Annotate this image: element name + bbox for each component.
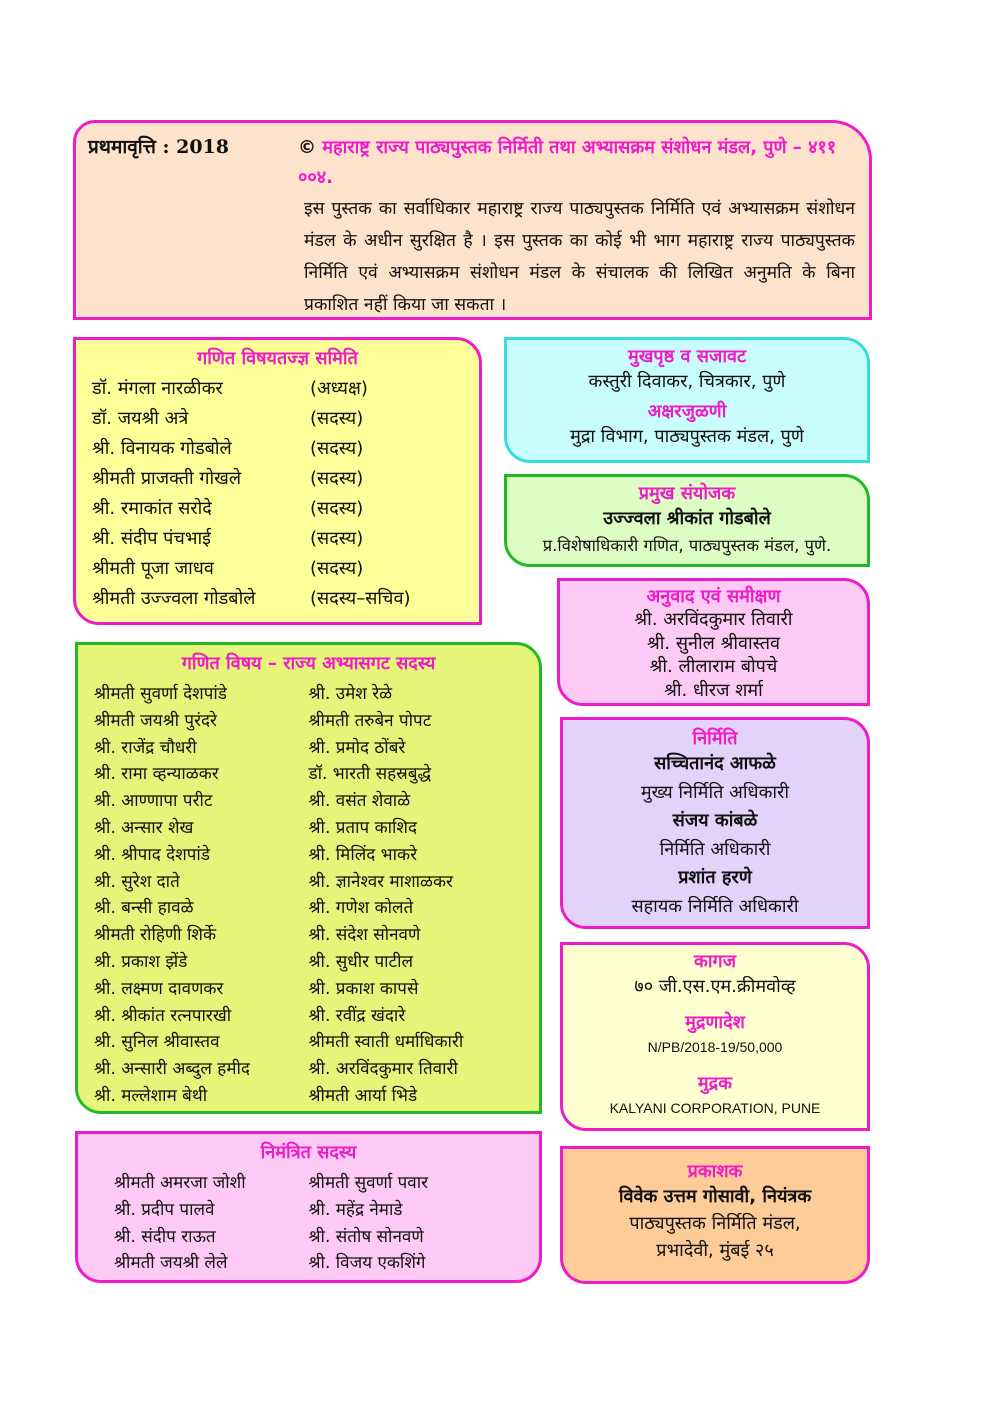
translation-box — [557, 578, 870, 706]
publisher-name: विवेक उत्तम गोसावी, नियंत्रक — [618, 1186, 812, 1207]
invited-member: श्री. विजय एकशिंगे — [308, 1253, 426, 1274]
member-name: डॉ. मंगला नारळीकर — [92, 378, 223, 399]
study-group-member: श्री. अन्सार शेख — [94, 817, 194, 838]
invited-member: श्री. संतोष सोनवणे — [308, 1226, 424, 1247]
study-group-member: श्री. प्रताप काशिद — [308, 817, 418, 838]
publisher-line2: प्रभादेवी, मुंबई २५ — [656, 1240, 774, 1261]
typesetting-by: मुद्रा विभाग, पाठ्यपुस्तक मंडल, पुणे — [570, 426, 804, 447]
production-name: संजय कांबळे — [672, 810, 758, 831]
member-role: (सदस्य) — [310, 468, 364, 489]
study-group-member: श्रीमती जयश्री पुरंदरे — [94, 710, 218, 731]
member-role: (सदस्य) — [310, 528, 364, 549]
study-group-member: श्री. प्रमोद ठोंबरे — [308, 737, 406, 758]
committee-member — [92, 374, 463, 404]
member-name: श्रीमती प्राजक्ती गोखले — [92, 468, 242, 489]
production-designation: सहायक निर्मिति अधिकारी — [631, 895, 799, 917]
paper-value: ७० जी.एस.एम.क्रीमवोव्ह — [634, 976, 796, 997]
committee-member — [92, 524, 463, 554]
study-group-member: श्री. ज्ञानेश्वर माशाळकर — [308, 871, 453, 892]
study-group-member: श्रीमती रोहिणी शिर्के — [94, 925, 217, 946]
study-group-member: श्री. सुनिल श्रीवास्तव — [94, 1032, 220, 1053]
print-order: N/PB/2018-19/50,000 — [647, 1039, 783, 1055]
study-group-member: श्री. संदेश सोनवणे — [308, 925, 421, 946]
committee-box — [73, 337, 482, 625]
study-group-member: श्री. बन्सी हावळे — [94, 898, 194, 919]
invited-title: निमंत्रित सदस्य — [260, 1142, 357, 1163]
member-name: श्री. संदीप पंचभाई — [92, 528, 211, 549]
study-group-box — [75, 642, 542, 1114]
study-group-member: श्री. सुरेश दाते — [94, 871, 180, 892]
committee-member — [92, 584, 463, 614]
production-box — [560, 717, 870, 929]
member-name: श्री. विनायक गोडबोले — [92, 438, 232, 459]
member-role: (अध्यक्ष) — [310, 378, 368, 399]
production-name: प्रशांत हरणे — [678, 867, 752, 888]
study-group-member: श्री. अरविंदकुमार तिवारी — [308, 1059, 458, 1080]
coordinator-name: उज्ज्वला श्रीकांत गोडबोले — [603, 508, 771, 529]
invited-member: श्रीमती सुवर्णा पवार — [308, 1173, 429, 1193]
study-group-member: श्री. रवींद्र खंदारे — [308, 1005, 406, 1026]
study-group-member: श्रीमती सुवर्णा देशपांडे — [94, 684, 227, 704]
translator: श्री. धीरज शर्मा — [664, 679, 763, 701]
member-role: (सदस्य) — [310, 558, 364, 579]
study-group-member: श्री. सुधीर पाटील — [308, 951, 414, 972]
copyright-box — [73, 120, 872, 320]
cover-title: मुखपृष्ठ व सजावट — [627, 346, 747, 367]
translator: श्री. अरविंदकुमार तिवारी — [634, 609, 793, 630]
cover-box — [504, 337, 870, 463]
study-group-member: श्री. रामा व्हन्याळकर — [94, 764, 219, 785]
translator: श्री. सुनील श्रीवास्तव — [647, 632, 780, 654]
study-group-member: श्री. राजेंद्र चौधरी — [94, 737, 197, 758]
copyright-symbol: © — [298, 137, 316, 158]
committee-member — [92, 404, 463, 434]
study-group-member: श्री. गणेश कोलते — [308, 898, 414, 919]
study-group-member: डॉ. भारती सहस्रबुद्धे — [308, 764, 432, 785]
member-role: (सदस्य) — [310, 438, 364, 459]
member-name: श्रीमती उज्ज्वला गोडबोले — [92, 588, 256, 609]
translation-title: अनुवाद एवं समीक्षण — [646, 586, 781, 607]
study-group-member: श्री. लक्ष्मण दावणकर — [94, 978, 224, 999]
paper-box — [560, 942, 870, 1131]
production-title: निर्मिति — [692, 728, 738, 749]
study-group-member: श्री. वसंत शेवाळे — [308, 791, 411, 812]
coordinator-box — [504, 474, 870, 567]
member-role: (सदस्य) — [310, 408, 364, 429]
cover-artist: कस्तुरी दिवाकर, चित्रकार, पुणे — [588, 371, 786, 392]
committee-member — [92, 554, 463, 584]
study-group-member: श्री. श्रीकांत रत्नपारखी — [94, 1005, 232, 1026]
coordinator-title: प्रमुख संयोजक — [638, 483, 736, 504]
typesetting-title: अक्षरजुळणी — [647, 401, 727, 422]
publisher-line1: पाठ्यपुस्तक निर्मिति मंडल, — [629, 1213, 801, 1234]
invited-member: श्री. महेंद्र नेमाडे — [308, 1199, 403, 1220]
member-role: (सदस्य–सचिव) — [310, 588, 411, 609]
production-designation: मुख्य निर्मिति अधिकारी — [640, 781, 790, 803]
study-group-member: श्रीमती आर्या भिडे — [308, 1085, 418, 1106]
study-group-member: श्री. मल्लेशाम बेथी — [94, 1085, 208, 1106]
copyright-notice: इस पुस्तक का सर्वाधिकार महाराष्ट्र राज्य पाठ्यपुस्तक निर्मिति एवं अभ्यासक्रम संशोधन मंडल के अधीन सुरक्षित है । इस पुस्तक का कोई भी भाग महाराष्ट्र राज्य पाठ्यपुस्तक निर्मिति एवं अभ्यासक्रम संशोधन मंडल के संचालक की लिखित अनुमति के बिना प्रकाशित नहीं किया जा सकता । — [304, 199, 855, 315]
invited-member: श्री. संदीप राऊत — [114, 1226, 216, 1247]
study-group-member: श्रीमती तरुबेन पोपट — [308, 710, 432, 731]
edition: प्रथमावृत्ति : 2018 — [88, 136, 229, 158]
study-group-member: श्री. प्रकाश कापसे — [308, 978, 419, 999]
study-group-member: श्री. उमेश रेळे — [308, 684, 393, 704]
printer: KALYANI CORPORATION, PUNE — [609, 1100, 821, 1116]
committee-member — [92, 464, 463, 494]
paper-title: कागज — [694, 951, 736, 972]
committee-member — [92, 494, 463, 524]
member-role: (सदस्य) — [310, 498, 364, 519]
invited-member: श्रीमती जयश्री लेले — [114, 1253, 228, 1274]
study-group-member: श्री. प्रकाश झेंडे — [94, 951, 188, 972]
print-order-title: मुद्रणादेश — [685, 1012, 745, 1033]
member-name: डॉ. जयश्री अत्रे — [92, 408, 189, 429]
translator: श्री. लीलाराम बोपचे — [649, 656, 778, 677]
committee-title: गणित विषयतज्ज्ञ समिति — [197, 348, 358, 369]
publisher-address: महाराष्ट्र राज्य पाठ्यपुस्तक निर्मिती तथा अभ्यासक्रम संशोधन मंडल, पुणे – ४११ ००४. — [298, 137, 837, 188]
study-group-member: श्री. अन्सारी अब्दुल हमीद — [94, 1059, 250, 1080]
study-group-member: श्री. श्रीपाद देशपांडे — [94, 844, 210, 865]
publisher-box — [560, 1146, 870, 1284]
member-name: श्री. रमाकांत सरोदे — [92, 498, 212, 519]
publisher-title: प्रकाशक — [687, 1161, 743, 1182]
invited-member: श्री. प्रदीप पालवे — [114, 1199, 215, 1220]
production-designation: निर्मिति अधिकारी — [659, 838, 771, 860]
invited-member: श्रीमती अमरजा जोशी — [114, 1173, 246, 1193]
invited-box — [75, 1131, 542, 1283]
committee-member — [92, 434, 463, 464]
study-group-member: श्री. मिलिंद भाकरे — [308, 844, 418, 865]
study-group-member: श्री. आण्णापा परीट — [94, 791, 213, 812]
production-name: सच्चितानंद आफळे — [654, 753, 776, 774]
study-group-title: गणित विषय – राज्य अभ्यासगट सदस्य — [181, 653, 436, 674]
study-group-member: श्रीमती स्वाती धर्माधिकारी — [308, 1032, 464, 1053]
printer-title: मुद्रक — [697, 1073, 733, 1094]
member-name: श्रीमती पूजा जाधव — [92, 558, 214, 579]
coordinator-designation: प्र.विशेषाधिकारी गणित, पाठ्यपुस्तक मंडल, पुणे. — [542, 536, 832, 555]
